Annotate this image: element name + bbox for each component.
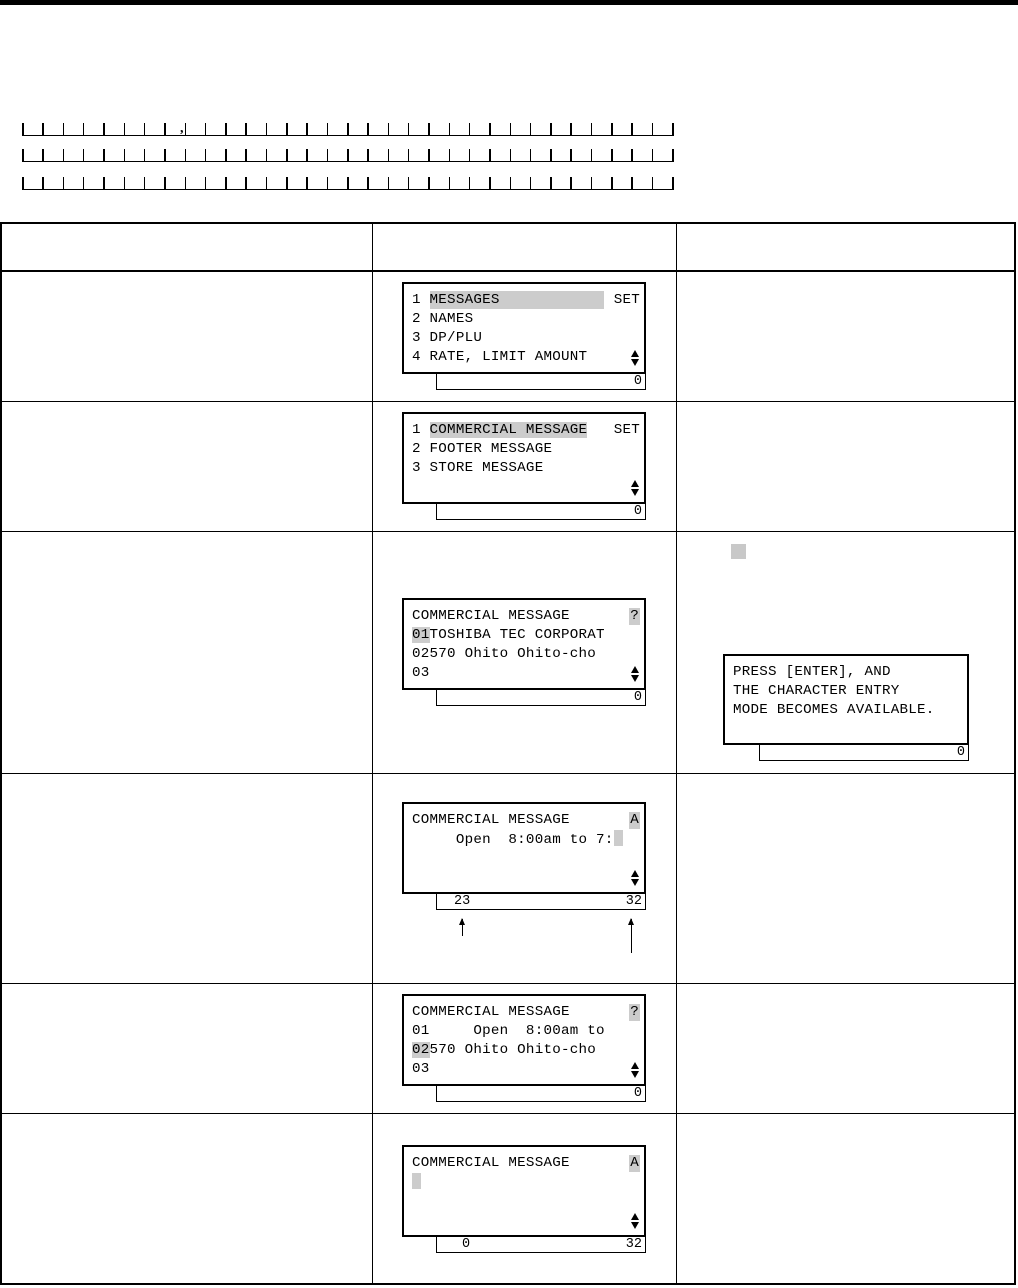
grid-tick xyxy=(42,149,44,162)
status-bar: 0 xyxy=(436,1086,646,1102)
grid-tick xyxy=(367,123,369,136)
lcd-screen-message-menu xyxy=(402,412,646,504)
message-row-03[interactable]: 03 xyxy=(412,665,430,681)
grid-tick xyxy=(510,123,512,136)
status-bar: 0 xyxy=(436,374,646,390)
grid-tick xyxy=(469,149,471,162)
grid-tick xyxy=(124,123,126,136)
scroll-arrows-icon xyxy=(631,1062,639,1080)
message-row-01[interactable]: 01 Open 8:00am to xyxy=(412,1023,605,1039)
lcd-screen-character-entry xyxy=(402,802,646,894)
grid-tick xyxy=(408,123,410,136)
mode-flag: A xyxy=(630,812,639,828)
lcd-screen-commercial-list xyxy=(402,598,646,690)
grid-tick xyxy=(347,177,349,190)
grid-tick xyxy=(245,177,247,190)
grid-tick xyxy=(611,123,613,136)
grid-tick xyxy=(225,149,227,162)
grid-tick xyxy=(205,123,207,136)
set-indicator: SET xyxy=(613,292,640,308)
grid-tick xyxy=(164,123,166,136)
grid-tick xyxy=(327,123,329,136)
grid-tick xyxy=(63,123,65,136)
grid-tick xyxy=(306,177,308,190)
menu-line-2[interactable]: 2 FOOTER MESSAGE xyxy=(412,441,553,457)
grid-tick xyxy=(489,149,491,162)
grid-tick xyxy=(124,149,126,162)
grid-tick xyxy=(306,123,308,136)
grid-tick xyxy=(428,177,430,190)
grid-tick xyxy=(652,177,654,190)
grid-tick xyxy=(489,123,491,136)
grid-tick xyxy=(408,149,410,162)
grid-tick xyxy=(124,177,126,190)
screen-title: COMMERCIAL MESSAGE xyxy=(412,812,570,828)
scroll-arrows-icon xyxy=(631,1213,639,1231)
grid-tick xyxy=(530,123,532,136)
grid-tick xyxy=(347,123,349,136)
grid-tick xyxy=(428,149,430,162)
lcd-screen-commercial-list-2 xyxy=(402,994,646,1086)
grid-tick xyxy=(286,123,288,136)
grid-tick xyxy=(510,177,512,190)
grid-tick xyxy=(22,149,24,162)
grid-tick xyxy=(388,123,390,136)
grid-tick xyxy=(449,123,451,136)
grid-tick xyxy=(83,123,85,136)
grid-tick xyxy=(367,149,369,162)
grid-comma-mark: , xyxy=(180,121,184,136)
lcd-screen-character-entry-empty xyxy=(402,1145,646,1237)
status-bar: 0 xyxy=(436,504,646,520)
grid-tick xyxy=(469,177,471,190)
grid-tick xyxy=(530,177,532,190)
status-bar xyxy=(436,1237,646,1253)
grid-tick xyxy=(306,149,308,162)
grid-tick xyxy=(449,177,451,190)
grid-tick xyxy=(469,123,471,136)
character-grid-row-3 xyxy=(22,176,672,190)
grid-tick xyxy=(164,177,166,190)
grid-tick xyxy=(245,123,247,136)
highlight-swatch xyxy=(731,544,746,559)
grid-tick xyxy=(347,149,349,162)
entry-line[interactable]: Open 8:00am to 7: xyxy=(412,830,623,849)
grid-tick xyxy=(510,149,512,162)
grid-tick xyxy=(266,123,268,136)
set-indicator: SET xyxy=(613,422,640,438)
menu-item-commercial-message[interactable]: COMMERCIAL MESSAGE xyxy=(429,422,588,438)
grid-tick xyxy=(570,177,572,190)
top-rule xyxy=(0,0,1018,5)
grid-tick xyxy=(266,177,268,190)
grid-tick xyxy=(449,149,451,162)
grid-tick xyxy=(672,149,674,162)
status-bar xyxy=(436,894,646,910)
menu-line-3[interactable]: 3 STORE MESSAGE xyxy=(412,460,544,476)
grid-tick xyxy=(550,123,552,136)
grid-tick xyxy=(144,177,146,190)
status-bar: 0 xyxy=(759,745,969,761)
grid-tick xyxy=(103,123,105,136)
grid-tick xyxy=(185,149,187,162)
grid-tick xyxy=(103,177,105,190)
mode-flag: ? xyxy=(630,608,639,624)
grid-tick xyxy=(570,149,572,162)
grid-tick xyxy=(611,149,613,162)
grid-tick xyxy=(22,177,24,190)
max-characters: 32 xyxy=(625,1237,642,1252)
grid-tick xyxy=(631,149,633,162)
grid-tick xyxy=(489,177,491,190)
grid-tick xyxy=(530,149,532,162)
grid-tick xyxy=(631,177,633,190)
scroll-arrows-icon xyxy=(631,350,639,368)
grid-tick xyxy=(225,177,227,190)
grid-tick xyxy=(42,123,44,136)
grid-tick xyxy=(611,177,613,190)
lcd-tooltip-enter: PRESS [ENTER], AND THE CHARACTER ENTRY MODE BECOMES AVAILABLE. xyxy=(723,654,969,745)
grid-tick xyxy=(367,177,369,190)
grid-tick xyxy=(388,177,390,190)
menu-line-4[interactable]: 4 RATE, LIMIT AMOUNT xyxy=(412,349,588,365)
menu-line-1: 1 COMMERCIAL MESSAGE xyxy=(412,422,588,438)
pointer-arrow-icon xyxy=(631,919,632,953)
lcd-screen-menu xyxy=(402,282,646,374)
grid-tick xyxy=(327,149,329,162)
character-grid-row-1 xyxy=(22,122,672,136)
grid-tick xyxy=(591,123,593,136)
grid-tick xyxy=(245,149,247,162)
text-cursor xyxy=(614,830,623,846)
grid-tick xyxy=(205,177,207,190)
message-row-02[interactable]: 02570 Ohito Ohito-cho xyxy=(412,646,597,662)
screen-title: COMMERCIAL MESSAGE xyxy=(412,1004,570,1020)
character-grid-row-2 xyxy=(22,148,672,162)
grid-tick xyxy=(185,123,187,136)
table-header-row xyxy=(2,224,1014,272)
entry-line[interactable] xyxy=(412,1173,421,1192)
grid-tick xyxy=(388,149,390,162)
scroll-arrows-icon xyxy=(631,666,639,684)
grid-tick xyxy=(205,149,207,162)
text-cursor xyxy=(412,1173,421,1189)
grid-tick xyxy=(225,123,227,136)
scroll-arrows-icon xyxy=(631,480,639,498)
grid-tick xyxy=(631,123,633,136)
column-divider xyxy=(676,224,677,1283)
grid-tick xyxy=(103,149,105,162)
grid-tick xyxy=(591,177,593,190)
max-characters: 32 xyxy=(625,894,642,909)
grid-tick xyxy=(652,123,654,136)
mode-flag: A xyxy=(630,1155,639,1171)
screen-title: COMMERCIAL MESSAGE xyxy=(412,608,570,624)
grid-tick xyxy=(144,149,146,162)
grid-tick xyxy=(286,149,288,162)
grid-tick xyxy=(652,149,654,162)
pointer-arrow-icon xyxy=(462,919,463,936)
screen-title: COMMERCIAL MESSAGE xyxy=(412,1155,570,1171)
menu-line-2[interactable]: 2 NAMES xyxy=(412,311,474,327)
grid-tick xyxy=(83,177,85,190)
grid-tick xyxy=(286,177,288,190)
grid-tick xyxy=(63,177,65,190)
grid-tick xyxy=(266,149,268,162)
grid-tick xyxy=(42,177,44,190)
grid-tick xyxy=(144,123,146,136)
grid-tick xyxy=(63,149,65,162)
grid-tick xyxy=(185,177,187,190)
scroll-arrows-icon xyxy=(631,870,639,888)
mode-flag: ? xyxy=(630,1004,639,1020)
grid-tick xyxy=(550,177,552,190)
grid-tick xyxy=(408,177,410,190)
column-divider xyxy=(372,224,373,1283)
grid-tick xyxy=(164,149,166,162)
grid-tick xyxy=(83,149,85,162)
message-row-02[interactable]: 02570 Ohito Ohito-cho xyxy=(412,1042,597,1058)
grid-tick xyxy=(672,177,674,190)
menu-line-3[interactable]: 3 DP/PLU xyxy=(412,330,483,346)
cursor-position: 0 xyxy=(462,1237,471,1252)
cursor-position: 23 xyxy=(454,894,471,909)
grid-tick xyxy=(327,177,329,190)
grid-tick xyxy=(22,123,24,136)
grid-tick xyxy=(428,123,430,136)
menu-line-1: 1 MESSAGES xyxy=(412,291,604,309)
status-bar: 0 xyxy=(436,690,646,706)
menu-item-messages[interactable]: MESSAGES xyxy=(430,291,604,309)
grid-tick xyxy=(591,149,593,162)
grid-tick xyxy=(570,123,572,136)
message-row-03[interactable]: 03 xyxy=(412,1061,430,1077)
grid-tick xyxy=(550,149,552,162)
grid-tick xyxy=(672,123,674,136)
message-row-01[interactable]: 01TOSHIBA TEC CORPORAT xyxy=(412,627,605,643)
